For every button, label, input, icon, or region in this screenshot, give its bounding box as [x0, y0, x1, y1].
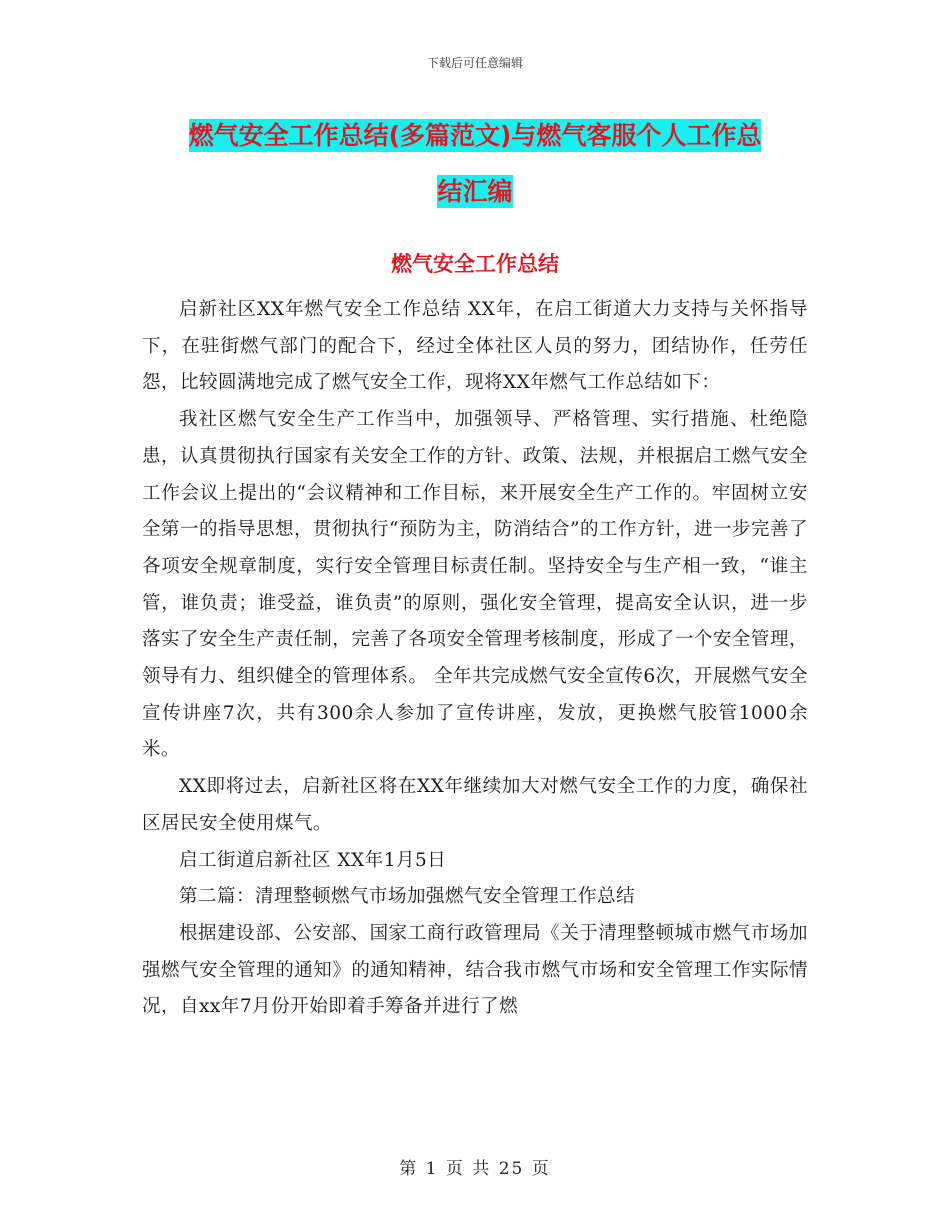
document-title	[150, 108, 800, 220]
paragraph-2: 我社区燃气安全生产工作当中，加强领导、严格管理、实行措施、杜绝隐患，认真贯彻执行国家有关安全工作的方针、政策、法规，并根据启工燃气安全工作会议上提出的“会议精神和工作目标，来开展安全生产工作的。牢固树立安全第一的指导思想，贯彻执行“预防为主，防消结合”的工作方针，进一步完善了各项安全规章制度，实行安全管理目标责任制。坚持安全与生产相一致，“谁主管，谁负责；谁受益，谁负责”的原则，强化安全管理，提高安全认识，进一步落实了安全生产责任制，完善了各项安全管理考核制度，形成了一个安全管理，领导有力、组织健全的管理体系。 全年共完成燃气安全宣传6次，开展燃气安全宣传讲座7次，共有300余人参加了宣传讲座，发放，更换燃气胶管1000余米。	[142, 409, 808, 761]
page-footer: 第 1 页 共 25 页	[399, 1159, 551, 1179]
document-title-line-1: 燃气安全工作总结(多篇范文)与燃气客服个人工作总	[188, 121, 762, 150]
document-body	[142, 292, 808, 1026]
paragraph-section-2-heading: 第二篇：清理整顿燃气市场加强燃气安全管理工作总结	[179, 886, 636, 908]
document-title-line-2: 结汇编	[437, 177, 513, 206]
paragraph-signature: 启工街道启新社区 XX年1月5日	[179, 849, 447, 871]
paragraph-1: 启新社区XX年燃气安全工作总结 XX年，在启工街道大力支持与关怀指导下，在驻街燃气部门的配合下，经过全体社区人员的努力，团结协作，任劳任怨，比较圆满地完成了燃气安全工作，现将XX年燃气工作总结如下：	[142, 299, 808, 394]
page-header: 下载后可任意编辑	[426, 56, 523, 70]
paragraph-3: XX即将过去，启新社区将在XX年继续加大对燃气安全工作的力度，确保社区居民安全使用煤气。	[142, 776, 808, 834]
paragraph-6: 根据建设部、公安部、国家工商行政管理局《关于清理整顿城市燃气市场加强燃气安全管理的通知》的通知精神，结合我市燃气市场和安全管理工作实际情况，自xx年7月份开始即着手筹备并进行了燃	[142, 922, 808, 1018]
section-title: 燃气安全工作总结	[391, 252, 559, 276]
